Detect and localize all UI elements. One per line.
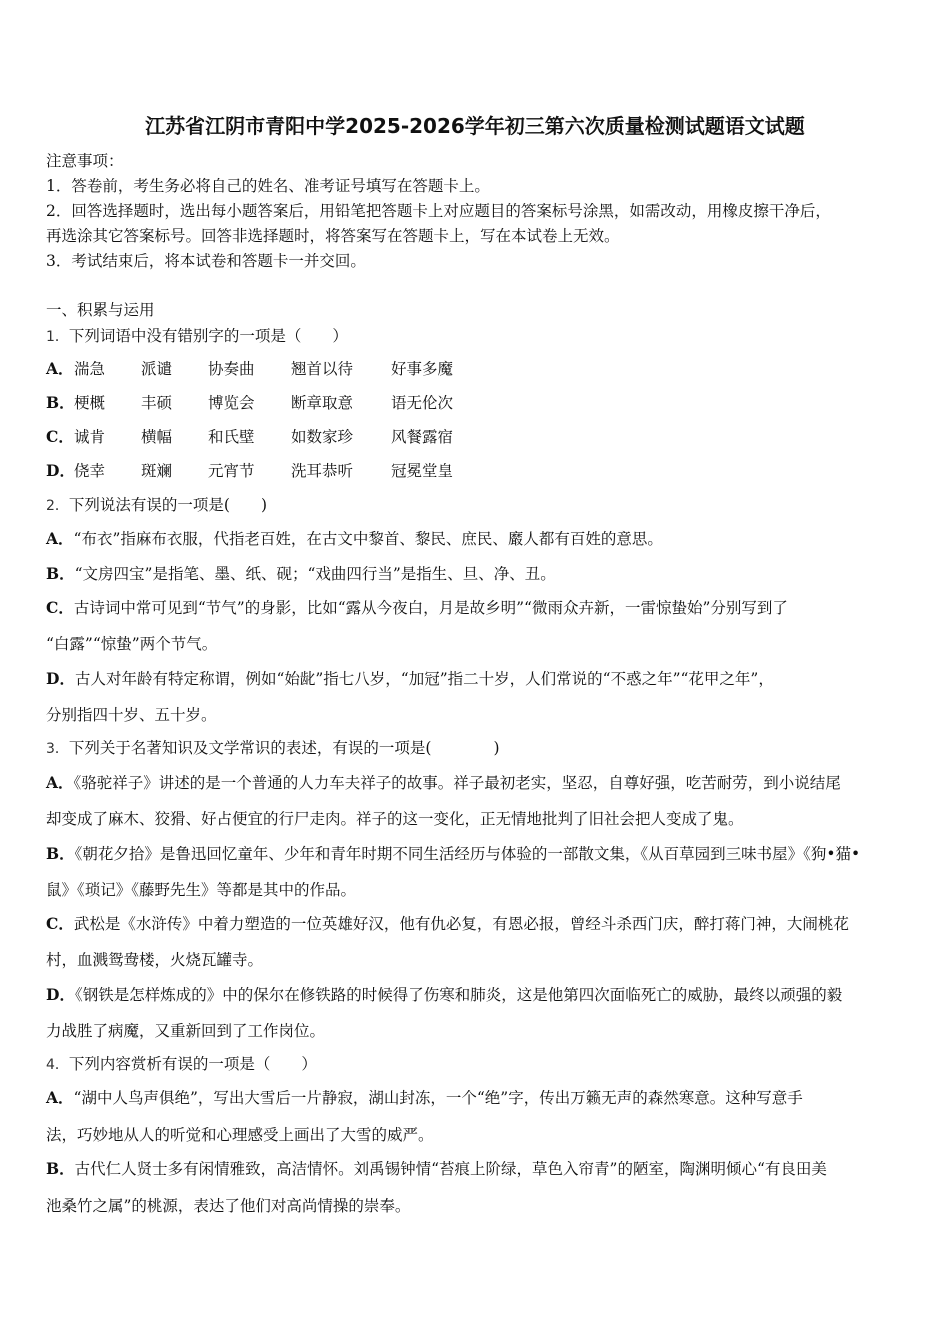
option-word: 翘首以待: [291, 360, 354, 378]
question-1-option-c: [46, 427, 453, 447]
option-letter: A．: [46, 529, 74, 548]
option-word: 协奏曲: [208, 360, 255, 378]
question-3-option-a-line-2: 却变成了麻木、狡猾、好占便宜的行尸走肉。祥子的这一变化，正无情地批判了旧社会把人变成了鬼。: [46, 810, 744, 828]
question-3-option-d-line-1: D．《钢铁是怎样炼成的》中的保尔在修铁路的时候得了伤寒和肺炎，这是他第四次面临死亡的威胁，最终以顽强的毅: [46, 985, 843, 1004]
option-word: 横幅: [141, 428, 173, 446]
question-number: 3．: [46, 741, 69, 757]
page-title: 江苏省江阴市青阳中学2025-2026学年初三第六次质量检测试题语文试题: [145, 114, 805, 138]
question-2-option-c-line-2: “白露”“惊蛰”两个节气。: [46, 635, 218, 653]
option-word: 博览会: [208, 394, 255, 412]
question-1-stem: [46, 326, 348, 347]
notice-heading: 注意事项：: [46, 152, 124, 170]
question-3-option-c-line-2: 村，血溅鸳鸯楼，火烧瓦罐寺。: [46, 951, 264, 969]
option-letter: B．: [46, 844, 75, 863]
question-2-option-a: A．“布衣”指麻布衣服，代指老百姓，在古文中黎首、黎民、庶民、黀人都有百姓的意思。: [46, 529, 663, 548]
question-2-stem: [46, 495, 267, 516]
question-text: 下列说法有误的一项是( ): [68, 496, 268, 514]
question-4-option-a-line-1: A．“湖中人鸟声俱绝”，写出大雪后一片静寂，湖山封冻，一个“绝”字，传出万籁无声的森然寒意。这种写意手: [46, 1088, 803, 1107]
option-word: 湍急: [74, 360, 106, 378]
option-letter: A．: [46, 1088, 74, 1107]
option-letter: B．: [46, 1159, 75, 1178]
question-2-option-d-line-2: 分别指四十岁、五十岁。: [46, 706, 217, 724]
option-label: A．: [46, 359, 74, 378]
question-4-option-a-line-2: 法，巧妙地从人的听觉和心理感受上画出了大雪的威严。: [46, 1126, 434, 1144]
option-word: 断章取意: [291, 394, 354, 412]
question-1-option-a: [46, 359, 453, 379]
option-word: 丰硕: [141, 394, 173, 412]
option-letter: B．: [46, 564, 75, 583]
question-3-option-b-line-2: 鼠》《琐记》《藤野先生》等都是其中的作品。: [46, 881, 357, 899]
option-word: 如数家珍: [291, 428, 354, 446]
question-2-option-c-line-1: C．古诗词中常可见到“节气”的身影，比如“露从今夜白，月是故乡明”“微雨众卉新，一雷惊蛰始”分别写到了: [46, 598, 788, 617]
question-4-option-b-line-2: 池桑竹之属”的桃源，表达了他们对高尚情操的崇奉。: [46, 1197, 411, 1215]
option-label: D．: [46, 461, 75, 480]
question-1-option-d: [46, 461, 453, 481]
option-letter: D．: [46, 669, 75, 688]
question-number: 1．: [46, 329, 69, 345]
notice-line-2a: 2．回答选择题时，选出每小题答案后，用铅笔把答题卡上对应题目的答案标号涂黑，如需改动，用橡皮擦干净后，: [46, 202, 831, 220]
option-word: 洗耳恭听: [291, 462, 354, 480]
question-4-stem: [46, 1054, 317, 1075]
option-word: 风餐露宿: [391, 428, 454, 446]
option-label: C．: [46, 427, 74, 446]
option-letter: C．: [46, 598, 74, 617]
question-4-option-b-line-1: B．古代仁人贤士多有闲情雅致，高洁情怀。刘禹锡钟情“苔痕上阶绿，草色入帘青”的陋室，陶渊明倾心“有良田美: [46, 1159, 827, 1178]
option-letter: A．: [46, 773, 74, 792]
option-word: 好事多魔: [391, 360, 454, 378]
option-word: 侥幸: [74, 462, 106, 480]
notice-line-1: 1．答卷前，考生务必将自己的姓名、准考证号填写在答题卡上。: [46, 177, 490, 195]
question-3-option-b-line-1: B．《朝花夕拾》是鲁迅回忆童年、少年和青年时期不同生活经历与体验的一部散文集，《从百草园到三味书屋》《狗•猫•: [46, 844, 861, 863]
option-word: 和氏壁: [208, 428, 255, 446]
question-3-option-c-line-1: C．武松是《水浒传》中着力塑造的一位英雄好汉，他有仇必复，有恩必报，曾经斗杀西门庆，醉打蒋门神，大闹桃花: [46, 914, 849, 933]
option-word: 派谴: [141, 360, 173, 378]
option-word: 冠冕堂皇: [391, 462, 454, 480]
option-word: 诚肯: [74, 428, 106, 446]
question-2-option-d-line-1: D．古人对年龄有特定称谓，例如“始龀”指七八岁，“加冠”指二十岁，人们常说的“不惑之年”“花甲之年”，: [46, 669, 774, 688]
question-1-option-b: [46, 393, 453, 413]
question-text: 下列词语中没有错别字的一项是（ ）: [68, 327, 348, 345]
question-3-option-a-line-1: A．《骆驼祥子》讲述的是一个普通的人力车夫祥子的故事。祥子最初老实，坚忍，自尊好强，吃苦耐劳，到小说结尾: [46, 773, 841, 792]
section-heading: 一、积累与运用: [46, 301, 155, 319]
question-2-option-b: B．“文房四宝”是指笔、墨、纸、砚；“戏曲四行当”是指生、旦、净、丑。: [46, 564, 556, 583]
option-word: 梗概: [74, 394, 106, 412]
option-label: B．: [46, 393, 75, 412]
question-3-stem: [46, 738, 500, 759]
option-word: 元宵节: [208, 462, 255, 480]
question-number: 4．: [46, 1057, 69, 1073]
option-word: 斑斓: [141, 462, 173, 480]
question-3-option-d-line-2: 力战胜了病魔，又重新回到了工作岗位。: [46, 1022, 326, 1040]
question-number: 2．: [46, 498, 69, 514]
option-letter: C．: [46, 914, 74, 933]
option-letter: D．: [46, 985, 75, 1004]
notice-line-2b: 再选涂其它答案标号。回答非选择题时，将答案写在答题卡上，写在本试卷上无效。: [46, 227, 620, 245]
question-text: 下列关于名著知识及文学常识的表述，有误的一项是( ): [68, 739, 500, 757]
question-text: 下列内容赏析有误的一项是（ ）: [68, 1055, 317, 1073]
option-word: 语无伦次: [391, 394, 454, 412]
notice-line-3: 3．考试结束后，将本试卷和答题卡一并交回。: [46, 252, 366, 270]
